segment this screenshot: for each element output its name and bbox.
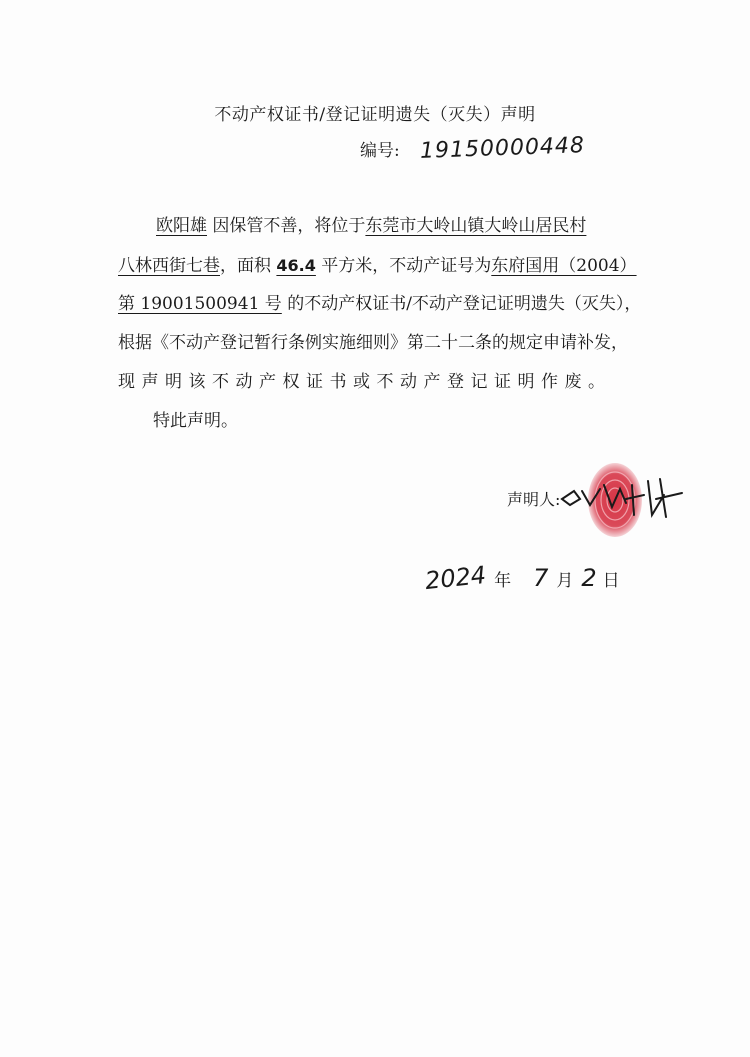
serial-handwritten: 19150000448	[419, 132, 586, 164]
area-prefix: ，面积	[220, 256, 271, 276]
address-part-2: 八林西街七巷	[118, 256, 220, 276]
address-part-1: 东莞市大岭山镇大岭山居民村	[365, 216, 587, 236]
body-line-2	[118, 246, 637, 286]
body-line-6: 特此声明。	[153, 411, 238, 431]
declarant-row	[507, 478, 560, 518]
declarant-label: 声明人:	[507, 489, 561, 509]
line-3-rest: 的不动产权证书/不动产登记证明遗失（灭失），	[287, 294, 642, 314]
date-month-handwritten: 7	[533, 564, 549, 592]
text-after-name: 因保管不善，将位于	[212, 216, 366, 236]
serial-label: 编号:	[360, 140, 400, 161]
body-line-5: 现声明该不动产权证书或不动产登记证明作废。	[118, 372, 612, 392]
serial-number-row	[360, 128, 585, 168]
cert-number: 第 19001500941 号	[118, 294, 282, 314]
date-year-label: 年	[494, 570, 512, 591]
body-line-3	[118, 285, 641, 324]
date-day-handwritten: 2	[581, 564, 597, 592]
date-row	[425, 553, 620, 603]
body-line-1	[156, 207, 586, 246]
area-value: 46.4	[276, 256, 316, 275]
declarant-name: 欧阳雄	[156, 216, 207, 236]
body-line-4: 根据《不动产登记暂行条例实施细则》第二十二条的规定申请补发，	[118, 333, 628, 353]
date-month-label: 月	[556, 570, 574, 591]
cert-prefix: 东府国用（2004）	[491, 256, 637, 276]
document-title: 不动产权证书/登记证明遗失（灭失）声明	[214, 105, 536, 125]
date-day-label: 日	[602, 570, 620, 591]
fingerprint-icon	[560, 455, 690, 545]
date-year-handwritten: 2024	[423, 560, 488, 596]
area-suffix: 平方米，不动产证号为	[321, 256, 492, 276]
signature-area	[560, 455, 690, 545]
